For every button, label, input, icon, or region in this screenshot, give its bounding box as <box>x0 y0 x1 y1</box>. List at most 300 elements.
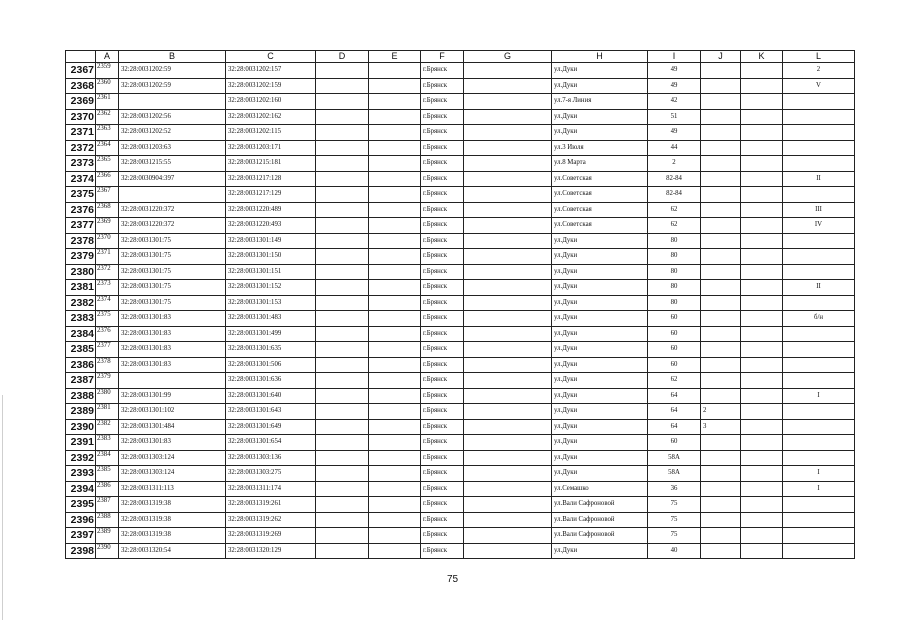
cell-g[interactable] <box>464 466 552 482</box>
cell-e[interactable] <box>369 528 421 544</box>
cell-d[interactable] <box>316 497 369 513</box>
cell-j[interactable] <box>701 466 741 482</box>
cell-c[interactable]: 32:28:0031301:649 <box>226 419 316 435</box>
cell-i[interactable]: 80 <box>648 233 701 249</box>
cell-i[interactable]: 44 <box>648 140 701 156</box>
cell-f[interactable]: г.Брянск <box>421 264 464 280</box>
cell-g[interactable] <box>464 450 552 466</box>
cell-g[interactable] <box>464 187 552 203</box>
cell-f[interactable]: г.Брянск <box>421 404 464 420</box>
cell-a[interactable]: 2373 <box>96 280 119 296</box>
cell-d[interactable] <box>316 125 369 141</box>
cell-c[interactable]: 32:28:0031301:151 <box>226 264 316 280</box>
cell-b[interactable]: 32:28:0030904:397 <box>119 171 226 187</box>
cell-i[interactable]: 40 <box>648 543 701 559</box>
row-number[interactable]: 2373 <box>66 156 96 172</box>
cell-h[interactable]: ул.Дуки <box>552 450 648 466</box>
cell-c[interactable]: 32:28:0031301:153 <box>226 295 316 311</box>
cell-b[interactable]: 32:28:0031319:38 <box>119 512 226 528</box>
cell-e[interactable] <box>369 419 421 435</box>
cell-e[interactable] <box>369 466 421 482</box>
cell-g[interactable] <box>464 63 552 79</box>
cell-k[interactable] <box>741 528 783 544</box>
cell-b[interactable]: 32:28:0031303:124 <box>119 450 226 466</box>
cell-e[interactable] <box>369 311 421 327</box>
cell-b[interactable]: 32:28:0031301:83 <box>119 326 226 342</box>
cell-g[interactable] <box>464 295 552 311</box>
cell-l[interactable] <box>783 435 855 451</box>
cell-i[interactable]: 75 <box>648 512 701 528</box>
cell-f[interactable]: г.Брянск <box>421 125 464 141</box>
cell-l[interactable] <box>783 528 855 544</box>
cell-j[interactable] <box>701 94 741 110</box>
cell-i[interactable]: 82-84 <box>648 171 701 187</box>
cell-e[interactable] <box>369 543 421 559</box>
cell-d[interactable] <box>316 419 369 435</box>
cell-b[interactable]: 32:28:0031215:55 <box>119 156 226 172</box>
cell-i[interactable]: 60 <box>648 326 701 342</box>
cell-g[interactable] <box>464 388 552 404</box>
cell-g[interactable] <box>464 156 552 172</box>
cell-a[interactable]: 2372 <box>96 264 119 280</box>
cell-b[interactable]: 32:28:0031301:99 <box>119 388 226 404</box>
row-number[interactable]: 2397 <box>66 528 96 544</box>
cell-l[interactable]: 2 <box>783 63 855 79</box>
column-header-l[interactable]: L <box>783 51 855 63</box>
cell-k[interactable] <box>741 125 783 141</box>
column-header-d[interactable]: D <box>316 51 369 63</box>
cell-c[interactable]: 32:28:0031303:136 <box>226 450 316 466</box>
cell-a[interactable]: 2389 <box>96 528 119 544</box>
cell-l[interactable] <box>783 233 855 249</box>
cell-c[interactable]: 32:28:0031301:506 <box>226 357 316 373</box>
cell-l[interactable] <box>783 109 855 125</box>
cell-c[interactable]: 32:28:0031301:636 <box>226 373 316 389</box>
cell-i[interactable]: 80 <box>648 280 701 296</box>
cell-f[interactable]: г.Брянск <box>421 233 464 249</box>
row-number[interactable]: 2374 <box>66 171 96 187</box>
cell-l[interactable]: II <box>783 280 855 296</box>
cell-j[interactable] <box>701 512 741 528</box>
cell-a[interactable]: 2377 <box>96 342 119 358</box>
cell-f[interactable]: г.Брянск <box>421 342 464 358</box>
row-number[interactable]: 2367 <box>66 63 96 79</box>
cell-b[interactable]: 32:28:0031301:484 <box>119 419 226 435</box>
cell-h[interactable]: ул.Дуки <box>552 388 648 404</box>
cell-f[interactable]: г.Брянск <box>421 109 464 125</box>
cell-i[interactable]: 80 <box>648 295 701 311</box>
cell-h[interactable]: ул.Дуки <box>552 125 648 141</box>
column-header-f[interactable]: F <box>421 51 464 63</box>
cell-f[interactable]: г.Брянск <box>421 140 464 156</box>
cell-b[interactable]: 32:28:0031301:83 <box>119 435 226 451</box>
cell-b[interactable]: 32:28:0031220:372 <box>119 202 226 218</box>
corner-header-cell[interactable] <box>66 51 96 63</box>
cell-k[interactable] <box>741 280 783 296</box>
cell-k[interactable] <box>741 109 783 125</box>
cell-g[interactable] <box>464 357 552 373</box>
cell-i[interactable]: 80 <box>648 249 701 265</box>
cell-a[interactable]: 2370 <box>96 233 119 249</box>
cell-b[interactable]: 32:28:0031301:83 <box>119 311 226 327</box>
cell-h[interactable]: ул.Семашко <box>552 481 648 497</box>
cell-j[interactable] <box>701 497 741 513</box>
row-number[interactable]: 2385 <box>66 342 96 358</box>
cell-f[interactable]: г.Брянск <box>421 202 464 218</box>
cell-l[interactable] <box>783 419 855 435</box>
cell-j[interactable] <box>701 218 741 234</box>
cell-h[interactable]: ул.Дуки <box>552 373 648 389</box>
cell-h[interactable]: ул.Дуки <box>552 466 648 482</box>
cell-l[interactable] <box>783 357 855 373</box>
cell-h[interactable]: ул.Дуки <box>552 109 648 125</box>
cell-c[interactable]: 32:28:0031301:640 <box>226 388 316 404</box>
cell-j[interactable] <box>701 140 741 156</box>
cell-i[interactable]: 60 <box>648 311 701 327</box>
cell-l[interactable] <box>783 404 855 420</box>
row-number[interactable]: 2386 <box>66 357 96 373</box>
cell-i[interactable]: 49 <box>648 125 701 141</box>
cell-c[interactable]: 32:28:0031303:275 <box>226 466 316 482</box>
cell-e[interactable] <box>369 280 421 296</box>
cell-g[interactable] <box>464 512 552 528</box>
cell-j[interactable] <box>701 249 741 265</box>
cell-i[interactable]: 60 <box>648 342 701 358</box>
cell-h[interactable]: ул.Дуки <box>552 78 648 94</box>
cell-i[interactable]: 62 <box>648 218 701 234</box>
cell-h[interactable]: ул.Дуки <box>552 249 648 265</box>
row-number[interactable]: 2384 <box>66 326 96 342</box>
cell-d[interactable] <box>316 140 369 156</box>
cell-c[interactable]: 32:28:0031202:160 <box>226 94 316 110</box>
cell-g[interactable] <box>464 435 552 451</box>
cell-k[interactable] <box>741 94 783 110</box>
cell-j[interactable] <box>701 78 741 94</box>
cell-e[interactable] <box>369 404 421 420</box>
cell-l[interactable] <box>783 249 855 265</box>
cell-l[interactable] <box>783 94 855 110</box>
cell-g[interactable] <box>464 171 552 187</box>
cell-l[interactable] <box>783 187 855 203</box>
row-number[interactable]: 2382 <box>66 295 96 311</box>
cell-k[interactable] <box>741 326 783 342</box>
cell-b[interactable]: 32:28:0031202:59 <box>119 63 226 79</box>
cell-j[interactable] <box>701 543 741 559</box>
cell-b[interactable]: 32:28:0031301:75 <box>119 280 226 296</box>
cell-f[interactable]: г.Брянск <box>421 466 464 482</box>
cell-j[interactable] <box>701 326 741 342</box>
cell-k[interactable] <box>741 156 783 172</box>
cell-l[interactable]: III <box>783 202 855 218</box>
cell-b[interactable] <box>119 187 226 203</box>
cell-c[interactable]: 32:28:0031202:159 <box>226 78 316 94</box>
cell-d[interactable] <box>316 280 369 296</box>
cell-d[interactable] <box>316 233 369 249</box>
cell-f[interactable]: г.Брянск <box>421 156 464 172</box>
cell-e[interactable] <box>369 497 421 513</box>
cell-k[interactable] <box>741 512 783 528</box>
cell-l[interactable] <box>783 264 855 280</box>
cell-a[interactable]: 2378 <box>96 357 119 373</box>
column-header-a[interactable]: A <box>96 51 119 63</box>
cell-b[interactable]: 32:28:0031301:75 <box>119 264 226 280</box>
cell-h[interactable]: ул.3 Июля <box>552 140 648 156</box>
cell-a[interactable]: 2384 <box>96 450 119 466</box>
cell-l[interactable] <box>783 450 855 466</box>
cell-a[interactable]: 2359 <box>96 63 119 79</box>
row-number[interactable]: 2388 <box>66 388 96 404</box>
cell-g[interactable] <box>464 249 552 265</box>
row-number[interactable]: 2390 <box>66 419 96 435</box>
cell-g[interactable] <box>464 280 552 296</box>
row-number[interactable]: 2387 <box>66 373 96 389</box>
cell-e[interactable] <box>369 94 421 110</box>
cell-l[interactable]: I <box>783 481 855 497</box>
cell-e[interactable] <box>369 63 421 79</box>
cell-g[interactable] <box>464 481 552 497</box>
cell-f[interactable]: г.Брянск <box>421 435 464 451</box>
cell-j[interactable]: 2 <box>701 404 741 420</box>
cell-e[interactable] <box>369 357 421 373</box>
cell-g[interactable] <box>464 140 552 156</box>
cell-b[interactable]: 32:28:0031202:59 <box>119 78 226 94</box>
cell-a[interactable]: 2387 <box>96 497 119 513</box>
cell-h[interactable]: ул.Вали Сафроновой <box>552 512 648 528</box>
cell-l[interactable]: V <box>783 78 855 94</box>
cell-f[interactable]: г.Брянск <box>421 497 464 513</box>
cell-j[interactable] <box>701 171 741 187</box>
cell-f[interactable]: г.Брянск <box>421 450 464 466</box>
cell-k[interactable] <box>741 264 783 280</box>
cell-l[interactable] <box>783 373 855 389</box>
cell-h[interactable]: ул.Дуки <box>552 311 648 327</box>
column-header-g[interactable]: G <box>464 51 552 63</box>
cell-b[interactable]: 32:28:0031301:83 <box>119 342 226 358</box>
cell-c[interactable]: 32:28:0031311:174 <box>226 481 316 497</box>
cell-e[interactable] <box>369 140 421 156</box>
cell-k[interactable] <box>741 388 783 404</box>
cell-e[interactable] <box>369 435 421 451</box>
cell-d[interactable] <box>316 295 369 311</box>
cell-f[interactable]: г.Брянск <box>421 512 464 528</box>
row-number[interactable]: 2398 <box>66 543 96 559</box>
cell-a[interactable]: 2381 <box>96 404 119 420</box>
cell-b[interactable]: 32:28:0031301:102 <box>119 404 226 420</box>
cell-h[interactable]: ул.Дуки <box>552 280 648 296</box>
cell-g[interactable] <box>464 404 552 420</box>
cell-g[interactable] <box>464 373 552 389</box>
cell-h[interactable]: ул.Советская <box>552 187 648 203</box>
cell-f[interactable]: г.Брянск <box>421 295 464 311</box>
cell-a[interactable]: 2374 <box>96 295 119 311</box>
cell-e[interactable] <box>369 187 421 203</box>
column-header-j[interactable]: J <box>701 51 741 63</box>
cell-g[interactable] <box>464 233 552 249</box>
cell-c[interactable]: 32:28:0031301:635 <box>226 342 316 358</box>
cell-l[interactable]: I <box>783 388 855 404</box>
cell-f[interactable]: г.Брянск <box>421 388 464 404</box>
cell-d[interactable] <box>316 512 369 528</box>
row-number[interactable]: 2396 <box>66 512 96 528</box>
cell-j[interactable] <box>701 528 741 544</box>
cell-i[interactable]: 36 <box>648 481 701 497</box>
cell-f[interactable]: г.Брянск <box>421 419 464 435</box>
cell-k[interactable] <box>741 497 783 513</box>
cell-d[interactable] <box>316 450 369 466</box>
cell-l[interactable]: II <box>783 171 855 187</box>
cell-c[interactable]: 32:28:0031319:269 <box>226 528 316 544</box>
column-header-e[interactable]: E <box>369 51 421 63</box>
cell-k[interactable] <box>741 171 783 187</box>
cell-e[interactable] <box>369 171 421 187</box>
cell-i[interactable]: 58А <box>648 466 701 482</box>
cell-h[interactable]: ул.Советская <box>552 218 648 234</box>
cell-i[interactable]: 42 <box>648 94 701 110</box>
cell-l[interactable] <box>783 543 855 559</box>
cell-k[interactable] <box>741 63 783 79</box>
cell-e[interactable] <box>369 109 421 125</box>
cell-f[interactable]: г.Брянск <box>421 280 464 296</box>
cell-l[interactable] <box>783 125 855 141</box>
cell-f[interactable]: г.Брянск <box>421 373 464 389</box>
cell-d[interactable] <box>316 264 369 280</box>
cell-k[interactable] <box>741 481 783 497</box>
cell-c[interactable]: 32:28:0031220:489 <box>226 202 316 218</box>
cell-f[interactable]: г.Брянск <box>421 357 464 373</box>
cell-c[interactable]: 32:28:0031301:149 <box>226 233 316 249</box>
cell-f[interactable]: г.Брянск <box>421 311 464 327</box>
cell-a[interactable]: 2360 <box>96 78 119 94</box>
cell-h[interactable]: ул.Дуки <box>552 435 648 451</box>
cell-b[interactable] <box>119 373 226 389</box>
cell-k[interactable] <box>741 450 783 466</box>
cell-j[interactable] <box>701 233 741 249</box>
column-header-b[interactable]: B <box>119 51 226 63</box>
row-number[interactable]: 2369 <box>66 94 96 110</box>
cell-c[interactable]: 32:28:0031217:129 <box>226 187 316 203</box>
row-number[interactable]: 2368 <box>66 78 96 94</box>
cell-g[interactable] <box>464 419 552 435</box>
cell-k[interactable] <box>741 342 783 358</box>
row-number[interactable]: 2383 <box>66 311 96 327</box>
cell-e[interactable] <box>369 233 421 249</box>
cell-j[interactable] <box>701 125 741 141</box>
cell-a[interactable]: 2362 <box>96 109 119 125</box>
cell-h[interactable]: ул.Дуки <box>552 233 648 249</box>
cell-e[interactable] <box>369 450 421 466</box>
cell-f[interactable]: г.Брянск <box>421 326 464 342</box>
cell-e[interactable] <box>369 342 421 358</box>
cell-g[interactable] <box>464 94 552 110</box>
cell-g[interactable] <box>464 311 552 327</box>
cell-j[interactable] <box>701 311 741 327</box>
cell-a[interactable]: 2366 <box>96 171 119 187</box>
cell-b[interactable]: 32:28:0031202:56 <box>119 109 226 125</box>
cell-f[interactable]: г.Брянск <box>421 94 464 110</box>
row-number[interactable]: 2371 <box>66 125 96 141</box>
cell-d[interactable] <box>316 528 369 544</box>
cell-c[interactable]: 32:28:0031217:128 <box>226 171 316 187</box>
cell-e[interactable] <box>369 326 421 342</box>
cell-d[interactable] <box>316 342 369 358</box>
cell-j[interactable] <box>701 342 741 358</box>
cell-e[interactable] <box>369 373 421 389</box>
cell-b[interactable]: 32:28:0031311:113 <box>119 481 226 497</box>
row-number[interactable]: 2378 <box>66 233 96 249</box>
row-number[interactable]: 2370 <box>66 109 96 125</box>
cell-a[interactable]: 2386 <box>96 481 119 497</box>
cell-d[interactable] <box>316 388 369 404</box>
cell-i[interactable]: 2 <box>648 156 701 172</box>
cell-a[interactable]: 2364 <box>96 140 119 156</box>
cell-e[interactable] <box>369 481 421 497</box>
cell-e[interactable] <box>369 264 421 280</box>
cell-c[interactable]: 32:28:0031301:483 <box>226 311 316 327</box>
cell-i[interactable]: 51 <box>648 109 701 125</box>
cell-c[interactable]: 32:28:0031301:152 <box>226 280 316 296</box>
cell-l[interactable] <box>783 512 855 528</box>
cell-g[interactable] <box>464 202 552 218</box>
cell-c[interactable]: 32:28:0031319:261 <box>226 497 316 513</box>
cell-k[interactable] <box>741 373 783 389</box>
cell-b[interactable] <box>119 94 226 110</box>
row-number[interactable]: 2375 <box>66 187 96 203</box>
cell-i[interactable]: 64 <box>648 388 701 404</box>
cell-d[interactable] <box>316 187 369 203</box>
cell-h[interactable]: ул.Дуки <box>552 295 648 311</box>
cell-d[interactable] <box>316 202 369 218</box>
cell-k[interactable] <box>741 466 783 482</box>
cell-j[interactable] <box>701 156 741 172</box>
cell-d[interactable] <box>316 249 369 265</box>
cell-f[interactable]: г.Брянск <box>421 171 464 187</box>
cell-i[interactable]: 75 <box>648 497 701 513</box>
cell-h[interactable]: ул.Вали Сафроновой <box>552 497 648 513</box>
cell-k[interactable] <box>741 404 783 420</box>
row-number[interactable]: 2389 <box>66 404 96 420</box>
cell-h[interactable]: ул.Советская <box>552 171 648 187</box>
cell-a[interactable]: 2382 <box>96 419 119 435</box>
cell-g[interactable] <box>464 264 552 280</box>
row-number[interactable]: 2381 <box>66 280 96 296</box>
cell-d[interactable] <box>316 404 369 420</box>
cell-d[interactable] <box>316 373 369 389</box>
cell-f[interactable]: г.Брянск <box>421 63 464 79</box>
cell-d[interactable] <box>316 156 369 172</box>
cell-h[interactable]: ул.Дуки <box>552 543 648 559</box>
cell-i[interactable]: 62 <box>648 373 701 389</box>
cell-d[interactable] <box>316 109 369 125</box>
cell-i[interactable]: 58А <box>648 450 701 466</box>
cell-i[interactable]: 62 <box>648 202 701 218</box>
cell-l[interactable] <box>783 156 855 172</box>
cell-b[interactable]: 32:28:0031301:75 <box>119 295 226 311</box>
cell-d[interactable] <box>316 435 369 451</box>
cell-g[interactable] <box>464 543 552 559</box>
cell-h[interactable]: ул.Дуки <box>552 419 648 435</box>
cell-a[interactable]: 2375 <box>96 311 119 327</box>
cell-a[interactable]: 2371 <box>96 249 119 265</box>
cell-k[interactable] <box>741 202 783 218</box>
column-header-h[interactable]: H <box>552 51 648 63</box>
cell-f[interactable]: г.Брянск <box>421 187 464 203</box>
row-number[interactable]: 2391 <box>66 435 96 451</box>
cell-a[interactable]: 2376 <box>96 326 119 342</box>
cell-i[interactable]: 82-84 <box>648 187 701 203</box>
cell-k[interactable] <box>741 419 783 435</box>
column-header-k[interactable]: K <box>741 51 783 63</box>
cell-b[interactable]: 32:28:0031303:124 <box>119 466 226 482</box>
